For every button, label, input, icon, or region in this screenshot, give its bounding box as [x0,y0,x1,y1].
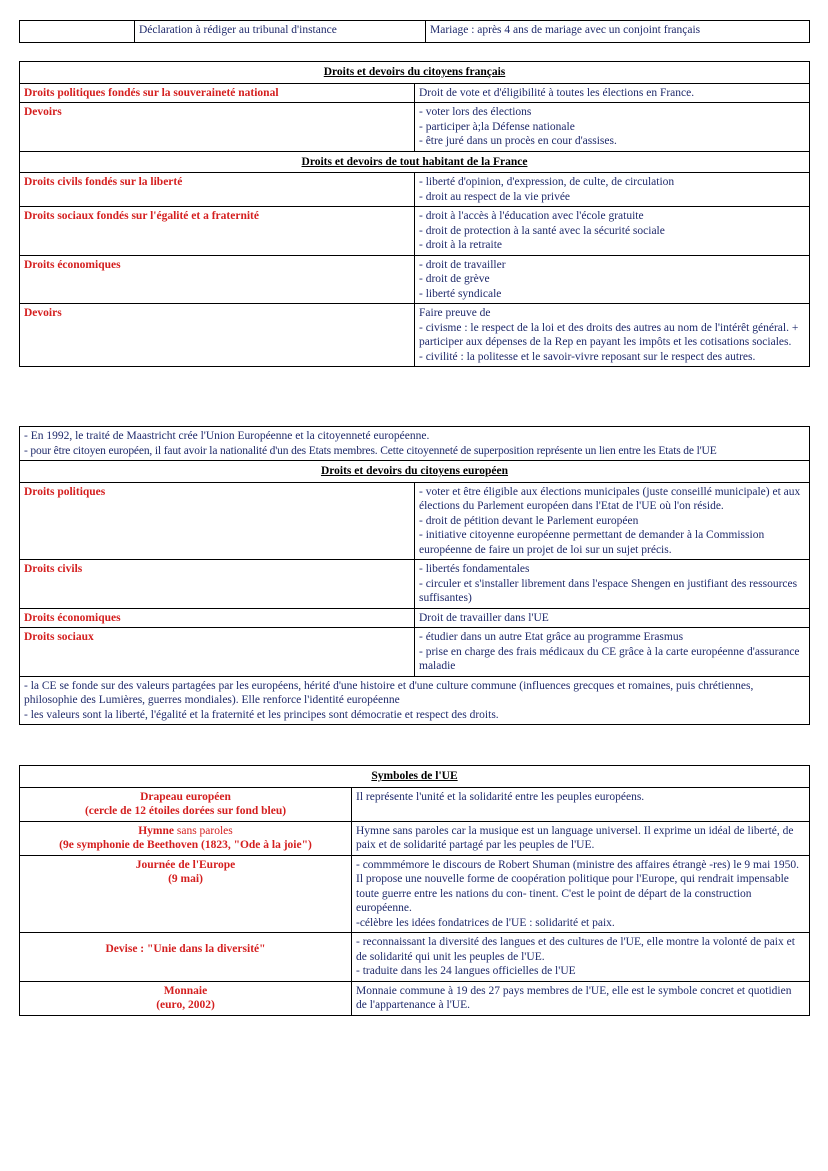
eu-symbols-table [19,765,810,1016]
table-row [20,83,810,103]
row-content: - voter lors des élections - participer à;la Défense nationale - être juré dans un procès en cour d'assises. [415,103,810,152]
symbol-label: Devise : "Unie dans la diversité" [20,933,352,982]
row-content: - droit à l'accès à l'éducation avec l'école gratuite - droit de protection à la santé avec la sécurité sociale - droit à la retraite [415,207,810,256]
symbol-label: Monnaie (euro, 2002) [20,981,352,1015]
table-row [20,855,810,933]
symbol-description: - reconnaissant la diversité des langues et des cultures de l'UE, elle montre la volonté de paix et de solidarité qui unit les peuples de l'UE. - traduite dans les 24 langues officielles de l'UE [352,933,810,982]
empty-cell [20,21,135,43]
row-label: Devoirs [20,304,415,367]
table-row [20,255,810,304]
table-row [20,821,810,855]
symbol-label: Hymne sans paroles (9e symphonie de Beethoven (1823, "Ode à la joie") [20,821,352,855]
table-row [20,21,810,43]
table-row [20,173,810,207]
table-row [20,482,810,560]
table-row [20,207,810,256]
row-content: - libertés fondamentales - circuler et s'installer librement dans l'espace Shengen en justifiant des ressources suffisantes) [415,560,810,609]
values-text: - la CE se fonde sur des valeurs partagées par les européens, hérité d'une histoire et d'une culture commune (influences grecques et romaines, puis chrétiennes, philosophie des Lumières, guerres mondiales). Elle renforce l'identité européenne - les valeurs sont la liberté, l'égalité et la fraternité et les principes sont démocratie et respect des droits. [20,676,810,725]
top-fragment-table [19,20,810,43]
table-row [20,981,810,1015]
row-label: Devoirs [20,103,415,152]
row-label: Droits civils fondés sur la liberté [20,173,415,207]
row-label: Droits économiques [20,608,415,628]
row-content: - voter et être éligible aux élections municipales (juste conseillé municipale) et aux élections du Parlement européen dans l'Etat de l'UE où l'on réside. - droit de pétition devant le Parlement européen - initiative citoyenne européenne permettant de demander à la Commission européenne de faire un projet de loi sur un sujet précis. [415,482,810,560]
symbol-description: Monnaie commune à 19 des 27 pays membres de l'UE, elle est le symbole concret et quotidien de l'appartenance à l'UE. [352,981,810,1015]
europe-rights-table [19,426,810,725]
symbol-label: Journée de l'Europe (9 mai) [20,855,352,933]
symbol-description: Hymne sans paroles car la musique est un language universel. Il exprime un idéal de liberté, de paix et de solidarité partagé par les peuples de l'UE. [352,821,810,855]
row-content: Faire preuve de - civisme : le respect de la loi et des droits des autres au nom de l'intérêt général. + participer aux dépenses de la Rep en payant les impôts et les cotisations sociales. - civilité : la politesse et le savoir-vivre reposant sur le respect des autres. [415,304,810,367]
section-title: Droits et devoirs de tout habitant de la France [20,151,810,173]
section-title: Droits et devoirs du citoyens européen [20,461,810,483]
table-row [20,608,810,628]
row-label: Droits économiques [20,255,415,304]
table-row [20,933,810,982]
table-row [20,560,810,609]
intro-text: - En 1992, le traité de Maastricht crée l'Union Européenne et la citoyenneté européenne. - pour être citoyen européen, il faut avoir la nationalité d'un des Etats membres. Cette citoyenneté de superposition représente un lien entre les Etats de l'UE [20,427,810,461]
row-label: Droits sociaux fondés sur l'égalité et a fraternité [20,207,415,256]
row-label: Droits civils [20,560,415,609]
table-row [20,103,810,152]
row-label: Droits sociaux [20,628,415,677]
france-rights-table [19,61,810,367]
row-content: Droit de vote et d'éligibilité à toutes les élections en France. [415,83,810,103]
symbol-description: Il représente l'unité et la solidarité entre les peuples européens. [352,787,810,821]
row-label: Droits politiques fondés sur la souveraineté national [20,83,415,103]
row-content: - liberté d'opinion, d'expression, de culte, de circulation - droit au respect de la vie privée [415,173,810,207]
table-row [20,787,810,821]
row-label: Droits politiques [20,482,415,560]
condition-cell: Déclaration à rédiger au tribunal d'instance [135,21,426,43]
section-title: Droits et devoirs du citoyens français [20,62,810,84]
symbol-label: Drapeau européen (cercle de 12 étoiles dorées sur fond bleu) [20,787,352,821]
table-row [20,628,810,677]
table-row [20,304,810,367]
condition-cell: Mariage : après 4 ans de mariage avec un conjoint français [426,21,810,43]
section-title: Symboles de l'UE [20,766,810,788]
symbol-description: - commmémore le discours de Robert Shuman (ministre des affaires étrangè -res) le 9 mai 1950. Il propose une nouvelle forme de coopération politique pour l'Europe, qui rendrait impensable toute guerre entre les nations du con- tinent. C'est le point de départ de la construction européenne. -célèbre les idées fondatrices de l'UE : solidarité et paix. [352,855,810,933]
row-content: - droit de travailler - droit de grève - liberté syndicale [415,255,810,304]
row-content: - étudier dans un autre Etat grâce au programme Erasmus - prise en charge des frais médicaux du CE grâce à la carte européenne d'assurance maladie [415,628,810,677]
row-content: Droit de travailler dans l'UE [415,608,810,628]
